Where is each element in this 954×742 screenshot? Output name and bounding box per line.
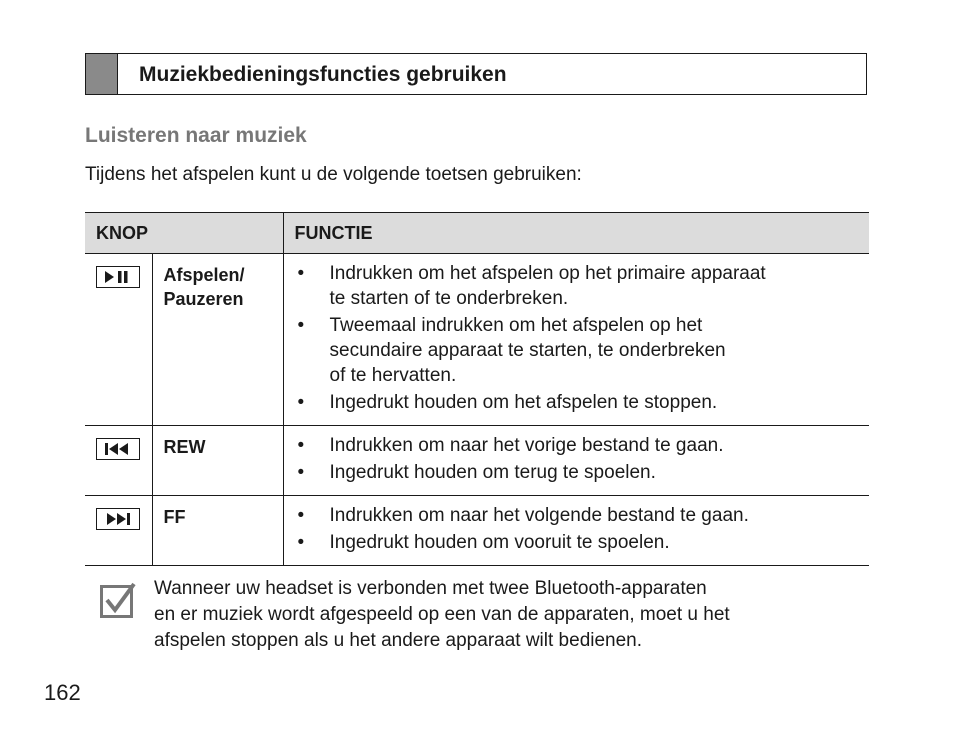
- list-item: • Ingedrukt houden om het afspelen te stoppen.: [297, 392, 718, 413]
- list-item: • Indrukken om het afspelen op het primaire apparaat te starten of te onderbreken.: [297, 263, 766, 309]
- section-subheading: Luisteren naar muziek: [85, 124, 307, 147]
- fast-forward-icon: [96, 508, 140, 530]
- page-number: 162: [44, 680, 81, 705]
- list-item: • Ingedrukt houden om terug te spoelen.: [297, 462, 656, 483]
- list-item: • Ingedrukt houden om vooruit te spoelen.: [297, 532, 670, 553]
- table-row: [85, 426, 869, 496]
- header-swatch: [86, 54, 118, 94]
- button-name: REW: [152, 426, 283, 496]
- button-function: [283, 496, 869, 566]
- page-title: Muziekbedieningsfuncties gebruiken: [139, 63, 507, 86]
- note-text: Wanneer uw headset is verbonden met twee Bluetooth-apparaten en er muziek wordt afgespeeld op een van de apparaten, moet u het afspelen stoppen als u het andere apparaat wilt bedienen.: [154, 578, 730, 651]
- play-pause-icon: [96, 266, 140, 288]
- button-function: [283, 426, 869, 496]
- list-item: • Indrukken om naar het vorige bestand te gaan.: [297, 435, 724, 456]
- rewind-icon: [96, 438, 140, 460]
- column-header-knop: KNOP: [85, 213, 283, 254]
- function-table: [85, 212, 869, 566]
- button-name: FF: [152, 496, 283, 566]
- checkbox-note-icon: [100, 582, 136, 618]
- button-function: [283, 254, 869, 426]
- column-header-functie: FUNCTIE: [283, 213, 869, 254]
- intro-text: Tijdens het afspelen kunt u de volgende toetsen gebruiken:: [85, 164, 582, 185]
- section-header-bar: [85, 53, 867, 95]
- list-item: • Tweemaal indrukken om het afspelen op het secundaire apparaat te starten, te onderbreken of te hervatten.: [297, 315, 726, 386]
- list-item: • Indrukken om naar het volgende bestand te gaan.: [297, 505, 749, 526]
- table-header-row: [85, 213, 869, 254]
- table-row: [85, 496, 869, 566]
- button-name: Afspelen/ Pauzeren: [152, 254, 283, 426]
- table-row: [85, 254, 869, 426]
